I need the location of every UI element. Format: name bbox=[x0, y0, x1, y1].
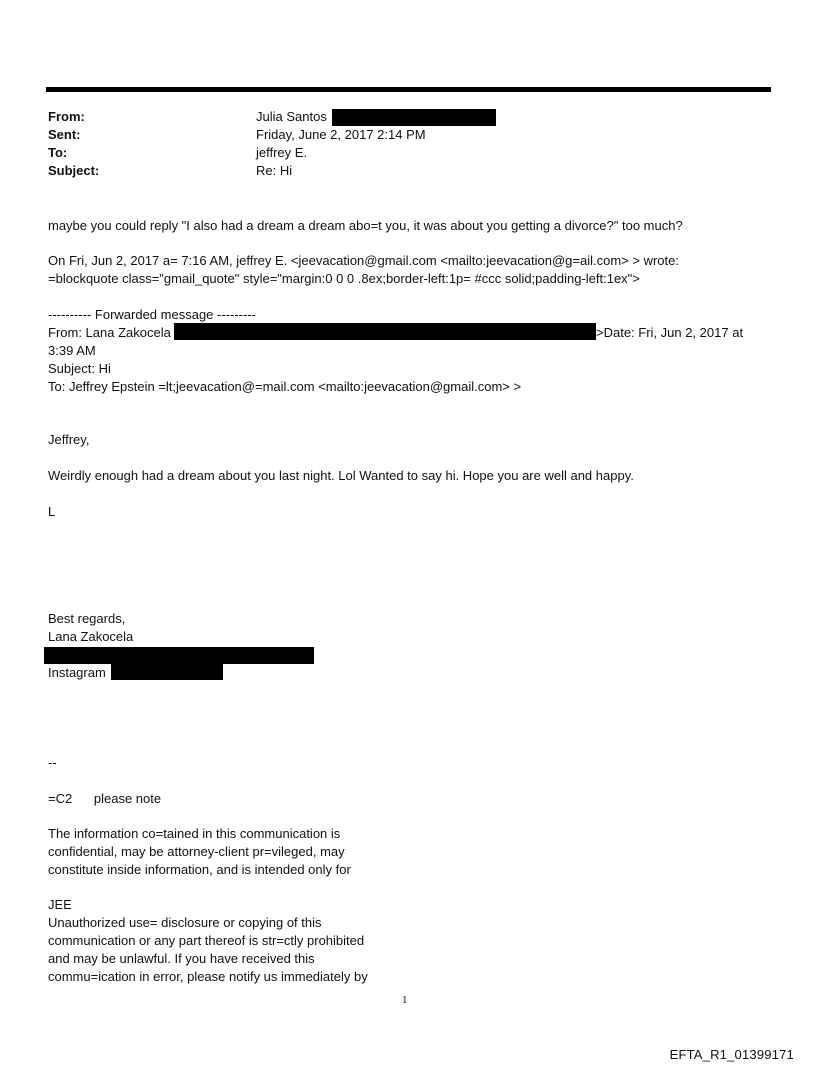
to-label: To: bbox=[48, 145, 68, 160]
document-id: EFTA_R1_01399171 bbox=[669, 1047, 794, 1062]
unauthorized-line-3: and may be unlawful. If you have received this bbox=[48, 951, 315, 966]
disclaimer-line-3: constitute inside information, and is intended only for bbox=[48, 862, 351, 877]
greeting: Jeffrey, bbox=[48, 432, 90, 447]
sent-label: Sent: bbox=[48, 127, 81, 142]
regards: Best regards, bbox=[48, 611, 126, 626]
redaction-instagram bbox=[111, 664, 223, 680]
forwarded-subject: Subject: Hi bbox=[48, 361, 111, 376]
signature-name: Lana Zakocela bbox=[48, 629, 134, 644]
disclaimer-line-1: The information co=tained in this communication is bbox=[48, 826, 341, 841]
unauthorized-line-4: commu=ication in error, please notify us immediately by bbox=[48, 969, 368, 984]
forwarded-time: 3:39 AM bbox=[48, 343, 96, 358]
unauthorized-line-1: Unauthorized use= disclosure or copying of this bbox=[48, 915, 322, 930]
jee-label: JEE bbox=[48, 897, 72, 912]
redaction-forwarded-email bbox=[174, 323, 596, 340]
message-text: Weirdly enough had a dream about you last night. Lol Wanted to say hi. Hope you are well and happy. bbox=[48, 468, 634, 483]
disclaimer-line-2: confidential, may be attorney-client pr=vileged, may bbox=[48, 844, 345, 859]
signature-separator: -- bbox=[48, 755, 57, 770]
redaction-from-email bbox=[332, 109, 496, 126]
forwarded-date: >Date: Fri, Jun 2, 2017 at bbox=[596, 325, 744, 340]
page-number: 1 bbox=[402, 994, 408, 1006]
please-note: =C2 please note bbox=[48, 791, 162, 806]
to-value: jeffrey E. bbox=[256, 145, 308, 160]
from-value: Julia Santos bbox=[256, 109, 327, 124]
quote-line-2: =blockquote class="gmail_quote" style="margin:0 0 0 .8ex;border-left:1p= #ccc solid;padding-left:1ex"> bbox=[48, 271, 640, 286]
forwarded-from: From: Lana Zakocela bbox=[48, 325, 171, 340]
redaction-signature bbox=[44, 647, 314, 664]
forwarded-to: To: Jeffrey Epstein =lt;jeevacation@=mail.com <mailto:jeevacation@gmail.com> > bbox=[48, 379, 522, 394]
from-label: From: bbox=[48, 109, 85, 124]
unauthorized-line-2: communication or any part thereof is str=ctly prohibited bbox=[48, 933, 365, 948]
header-rule bbox=[46, 87, 771, 92]
forwarded-marker: ---------- Forwarded message --------- bbox=[48, 307, 256, 322]
reply-text: maybe you could reply "I also had a dream a dream abo=t you, it was about you getting a divorce?" too much? bbox=[48, 218, 683, 233]
instagram-label: Instagram bbox=[48, 665, 106, 680]
subject-value: Re: Hi bbox=[256, 163, 293, 178]
initial: L bbox=[48, 504, 56, 519]
sent-value: Friday, June 2, 2017 2:14 PM bbox=[256, 127, 426, 142]
quote-line-1: On Fri, Jun 2, 2017 a= 7:16 AM, jeffrey E. <jeevacation@gmail.com <mailto:jeevacation@g=ail.com> > wrote: bbox=[48, 253, 679, 268]
subject-label: Subject: bbox=[48, 163, 100, 178]
